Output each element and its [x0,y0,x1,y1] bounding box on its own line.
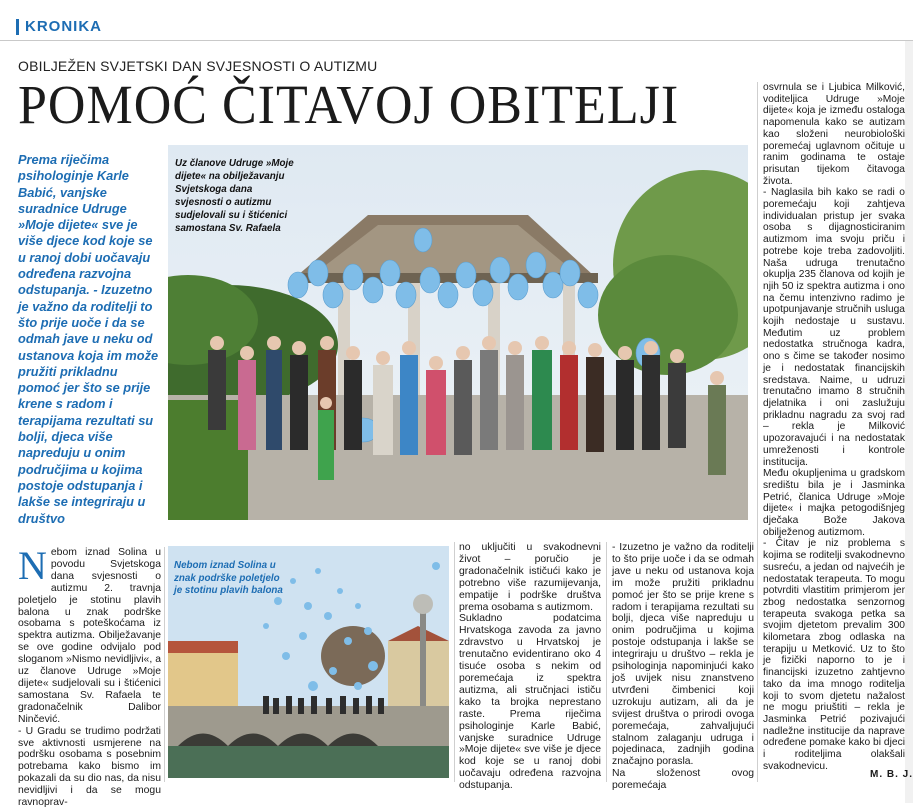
column-rule [454,542,455,782]
section-rubric: KRONIKA [16,19,102,35]
article-kicker: OBILJEŽEN SVJETSKI DAN SVJESNOSTI O AUTIZMU [18,58,378,74]
column-rule [164,547,165,782]
drop-cap: N [18,543,47,588]
small-photo-caption: Nebom iznad Solina u znak podrške poletjelo je stotinu plavih balona [174,560,283,596]
article-column-1-text: ebom iznad Solina u povodu Svjetskoga dana svjesnosti o autizmu 2. travnja poletjelo je stotinu plavih balona u znak podrške osobama s poteškoćama iz spektra autizma. Obilježavanje se ove godine odvijalo pod sloganom »Nismo nevidljivi«, a uz članove Udruge »Moje dijete« sudjelovali su i štićenici samostana Sv. Rafaela te gradonačelnik Dalibor Ninčević. - U Gradu se trudimo podržati sve aktivnosti usmjerene na podršku osobama s posebnim potrebama kako bismo im pokazali da su dio nas, da nisu nevidljivi i da se mogu ravnoprav- [18,547,161,809]
pull-quote: Prema riječima psihologinje Karle Babić, vanjske suradnice Udruge »Moje dijete« sve je više djece kod koje se u ranoj dobi uočavaju određena razvojna odstupanja. - Izuzetno je važno da roditelji to što prije uoče i da se odmah jave u neku od ustanova koja im može pružiti prikladnu pomoć jer što se prije krene s radom i terapijama rezultati su bolji, djeca više napreduju u onim područjima u kojima postoje odstupanja i lakše se integriraju u društvo [18,152,159,526]
article-column-1 [18,543,161,809]
article-column-3: no uključiti u svakodnevni život – poručio je gradonačelnik ističući kako je potrebno više razumijevanja, empatije i podrške društva prema osobama s autizmom. Sukladno podatcima Hrvatskoga zavoda za javno zdravstvo u Hrvatskoj je trenutačno evidentirano oko 4 tisuće osoba s nekim od poremećaja iz spektra autizma, ali stručnjaci ističu kako ta brojka neprestano raste. Prema riječima psihologinje Karle Babić, vanjske suradnice Udruge »Moje dijete« sve više je djece kod koje se u ranoj dobi uočavaju određena razvojna odstupanja. [459,542,601,792]
article-headline: POMOĆ ČITAVOJ OBITELJI [18,75,680,136]
column-rule [757,82,758,782]
main-photo-caption: Uz članove Udruge »Moje dijete« na obilježavanju Svjetskoga dana svjesnosti o autizmu sudjelovali su i štićenici samostana Sv. Rafaela [175,158,294,234]
article-column-4: - Izuzetno je važno da roditelji to što prije uoče i da se odmah jave u neku od ustanova koja im može pružiti prikladnu pomoć jer što se prije krene s radom i terapijama rezultati su bolji, djeca više napreduju u onim područjima u kojima postoje odstupanja i lakše se integriraju u društvo – rekla je psihologinja napominjući kako još uvijek nisu znanstveno utvrđeni čimbenici koji uzrokuju autizam, ali da je svijest društva o prirodi ovoga poremećaja, zahvaljujući stalnom zalaganju udruga i pojedinaca, zadnjih godina značajno porasla. Na složenost ovog poremećaja [612,542,754,792]
top-rule [0,40,913,41]
article-column-right: osvrnula se i Ljubica Milković, voditeljica Udruge »Moje dijete« koja je između ostaloga napomenula kako se autizam kao složeni neurobiološki poremećaj uglavnom očituje u ranim godinama te ostaje prisutan tijekom čitavoga života. - Naglasila bih kako se radi o poremećaju koji zahtjeva individualan pristup jer svaka osoba s dijagnosticiranim autizmom ima svoju priču i potrebe koje treba zadovoljiti. Naša udruga trenutačno okuplja 235 članova od kojih je njih 50 iz spektra autizma i ono na čemu intenzivno radimo je upotpunjavanje stručnih usluga kojih nedostaje u sustavu. Međutim uz problem nedostatka stručnoga kadra, ono s čime se također nosimo je i nedostatak financijskih sredstava. Naime, u udruzi trenutačno imamo 8 stručnih djelatnika i oni zaslužuju prikladnu nagradu za svoj rad – rekla je Milković upozoravajući i na nedostatak umreženosti i kontrole institucija. Među okupljenima u gradskom središtu bila je i Jasminka Petrić, članica Udruge »Moje dijete« i majka petogodišnjeg dječaka Bože Jakova obilježenog autizmom. - Čitav je niz problema s kojima se roditelji svakodnevno susreću, a jedan od najvećih je nedostatak terapeuta. To mogu potvrditi vlastitim primjerom jer zbog nedostatka senzornog terapeuta svakoga petka sa svojim djetetom prevalim 300 kilometara zbog odlaska na terapiju u Metković. Uz to što je fizički naporno to je i financijski izuzetno zahtjevno tako da ima mnogo roditelja koji to svom djetetu nažalost ne mogu priuštiti – rekla je Jasminka Petrić pozivajući nadležne institucije da naprave određene pomake kako bi djeci i roditeljima olakšali svakodnevicu. [763,82,905,772]
page-edge [905,40,913,803]
author-signature: M. B. J. [870,769,913,780]
column-rule [606,542,607,782]
